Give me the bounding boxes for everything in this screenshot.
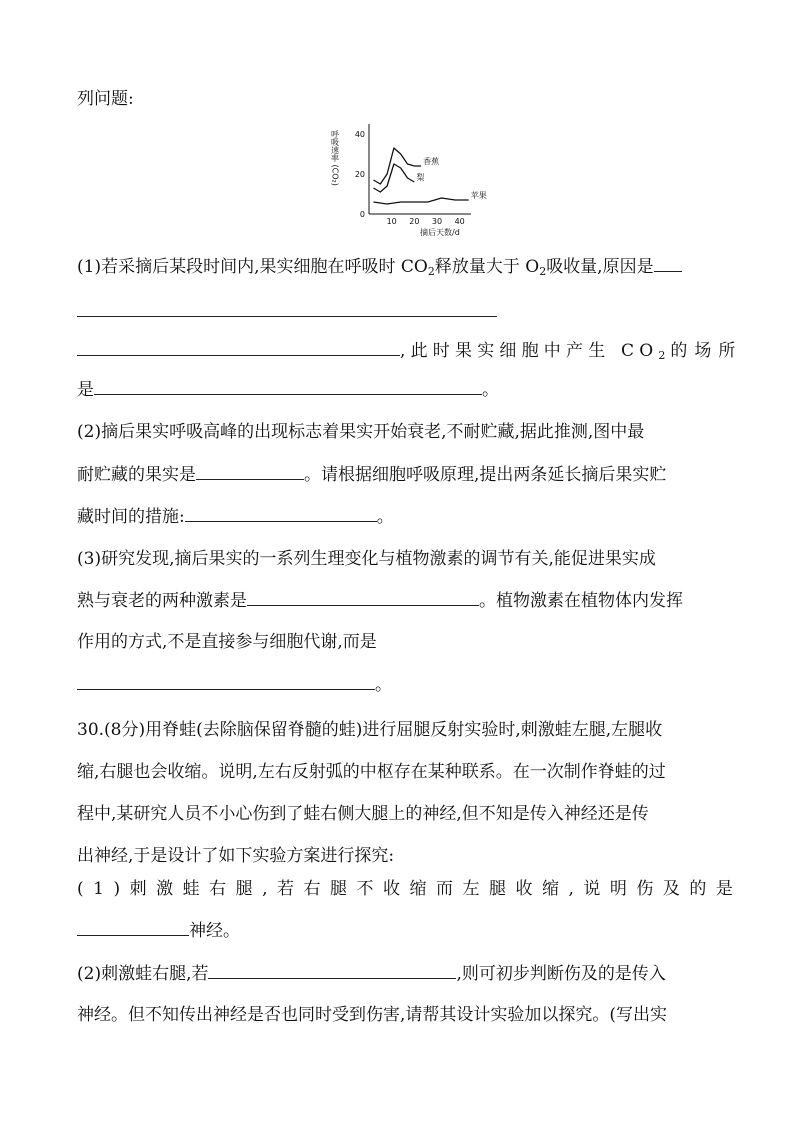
q1-text-a: (1)若采摘后某段时间内,果实细胞在呼吸时 CO (77, 257, 428, 277)
series-label-1: 梨 (416, 173, 425, 182)
q1-blank1a[interactable] (654, 255, 682, 272)
q1-blank1b[interactable] (77, 316, 497, 317)
y-tick-label: 40 (354, 130, 365, 139)
q30-line2: 缩,右腿也会收缩。说明,左右反射弧的中枢存在某种联系。在一次制作脊蛙的过 (77, 762, 666, 782)
q1-text-d: ,此时果实细胞中产生 CO (400, 341, 659, 361)
q1-text-e: 的场所 (670, 341, 743, 361)
q3-line2 (77, 589, 683, 612)
series-line-1 (374, 164, 415, 192)
q1-text-f: 是 (77, 380, 94, 400)
q30-line1: 30.(8分)用脊蛙(去除脑保留脊髓的蛙)进行屈腿反射实验时,刺激蛙左腿,左腿收 (77, 720, 663, 740)
q1-sub1: 2 (427, 265, 435, 278)
x-tick-label: 20 (409, 217, 420, 226)
series-line-2 (374, 198, 469, 204)
q1-line3 (77, 339, 742, 362)
y-tick-label: 0 (359, 210, 365, 219)
q3-text-b: 。植物激素在植物体内发挥 (479, 591, 683, 611)
q30-sub2-line2: 神经。但不知传出神经是否也同时受到伤害,请帮其设计实验加以探究。(写出实 (77, 1005, 668, 1025)
q30-sub1-line1: (1)刺激蛙右腿,若右腿不收缩而左腿收缩,说明伤及的是 (77, 879, 743, 899)
q2-blank1[interactable] (196, 463, 304, 480)
q30-sub2-line1 (77, 962, 666, 985)
q30-line4: 出神经,于是设计了如下实验方案进行探究: (77, 846, 395, 866)
q2-text-b: 。请根据细胞呼吸原理,提出两条延长摘后果实贮 (304, 465, 667, 485)
q3-line4 (77, 673, 392, 696)
x-tick-label: 40 (454, 217, 465, 226)
q3-line3: 作用的方式,不是直接参与细胞代谢,而是 (77, 632, 377, 652)
q2-line2 (77, 463, 666, 486)
intro-text: 列问题: (77, 89, 134, 109)
q1-line1 (77, 255, 682, 278)
y-tick-label: 20 (354, 170, 365, 179)
q1-text-b: 释放量大于 O (434, 257, 540, 277)
y-axis-label (331, 129, 340, 186)
q1-blank1c[interactable] (77, 339, 400, 356)
q1-text-c: 吸收量,原因是 (546, 257, 654, 277)
q30-blank1[interactable] (77, 919, 189, 936)
svg-text:呼吸速率 (CO₂): 呼吸速率 (CO₂) (330, 130, 340, 186)
q30-blank2[interactable] (208, 962, 456, 979)
q3-line1: (3)研究发现,摘后果实的一系列生理变化与植物激素的调节有关,能促进果实成 (77, 549, 656, 569)
series-label-2: 苹果 (470, 191, 487, 200)
q30-line3: 程中,某研究人员不小心伤到了蛙右侧大腿上的神经,但不知是传入神经还是传 (77, 804, 649, 824)
q1-line4 (77, 378, 499, 401)
q1-blank2[interactable] (94, 378, 482, 395)
q30-text-s2a: (2)刺激蛙右腿,若 (77, 964, 209, 984)
q30-text-s2b: ,则可初步判断伤及的是传入 (456, 964, 666, 984)
q1-sub3: 2 (658, 349, 666, 362)
x-tick-label: 30 (431, 217, 443, 226)
q2-line3 (77, 505, 394, 528)
q3-blank1[interactable] (247, 589, 479, 606)
q30-sub1-line2 (77, 919, 240, 942)
respiration-chart (325, 120, 487, 240)
q2-text-c: 藏时间的措施: (77, 507, 185, 527)
q2-text-a: 耐贮藏的果实是 (77, 465, 196, 485)
q3-blank2[interactable] (77, 673, 375, 690)
x-axis-label: 摘后天数/d (420, 228, 460, 237)
series-label-0: 香蕉 (423, 157, 440, 166)
q2-blank2[interactable] (185, 505, 377, 522)
q1-sub2: 2 (539, 265, 547, 278)
q3-text-a: 熟与衰老的两种激素是 (77, 591, 247, 611)
q2-text-d: 。 (376, 507, 394, 527)
q3-text-c: 。 (375, 675, 392, 695)
q2-line1: (2)摘后果实呼吸高峰的出现标志着果实开始衰老,不耐贮藏,据此推测,图中最 (77, 422, 645, 442)
x-tick-label: 10 (386, 217, 397, 226)
q1-text-g: 。 (482, 380, 499, 400)
q30-text-s1b: 神经。 (189, 921, 240, 941)
